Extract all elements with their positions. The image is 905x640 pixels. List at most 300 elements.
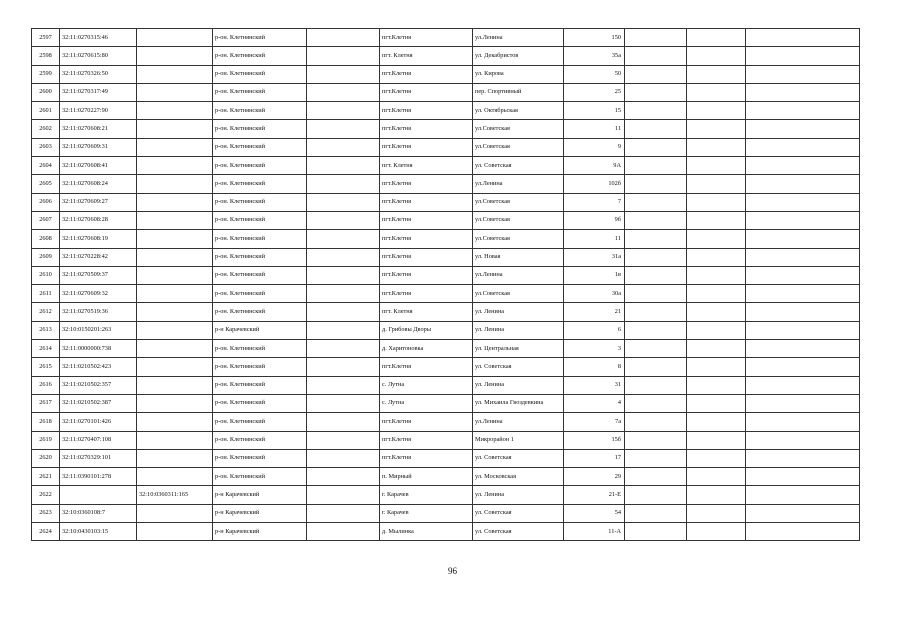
- row-number-cell: 2624: [32, 523, 60, 541]
- settlement-cell: д. Грибовы Дворы: [380, 321, 473, 339]
- extra-3-cell: [746, 83, 860, 101]
- settlement-cell: пгт. Клетня: [380, 47, 473, 65]
- extra-1-cell: [625, 413, 687, 431]
- table-row: [32, 431, 860, 449]
- blank-column-cell: [307, 413, 380, 431]
- settlement-cell: пгт.Клетня: [380, 120, 473, 138]
- extra-2-cell: [687, 285, 746, 303]
- table-row: [32, 248, 860, 266]
- blank-column-cell: [307, 47, 380, 65]
- table-row: [32, 376, 860, 394]
- alt-cadastral-number-cell: 32:10:0360311:165: [137, 486, 213, 504]
- cadastral-number-cell: 32:11:0210502:387: [60, 394, 137, 412]
- extra-2-cell: [687, 211, 746, 229]
- extra-2-cell: [687, 29, 746, 47]
- settlement-cell: пгт.Клетня: [380, 358, 473, 376]
- extra-1-cell: [625, 47, 687, 65]
- district-cell: р-он. Клетнянский: [213, 47, 307, 65]
- cadastral-number-cell: 32:11:0000000:738: [60, 340, 137, 358]
- cadastral-number-cell: 32:11:0390101:278: [60, 468, 137, 486]
- extra-3-cell: [746, 523, 860, 541]
- table-row: [32, 230, 860, 248]
- street-cell: ул.Советская: [473, 285, 564, 303]
- row-number-cell: 2605: [32, 175, 60, 193]
- table-row: [32, 83, 860, 101]
- district-cell: р-он. Клетнянский: [213, 358, 307, 376]
- extra-3-cell: [746, 340, 860, 358]
- alt-cadastral-number-cell: [137, 504, 213, 522]
- extra-1-cell: [625, 504, 687, 522]
- extra-1-cell: [625, 157, 687, 175]
- district-cell: р-он. Клетнянский: [213, 230, 307, 248]
- table-row: [32, 47, 860, 65]
- district-cell: р-он. Клетнянский: [213, 65, 307, 83]
- table-body: [32, 29, 860, 541]
- settlement-cell: д. Харитоновка: [380, 340, 473, 358]
- extra-3-cell: [746, 504, 860, 522]
- row-number-cell: 2599: [32, 65, 60, 83]
- extra-1-cell: [625, 303, 687, 321]
- alt-cadastral-number-cell: [137, 193, 213, 211]
- cadastral-number-cell: 32:11:0270509:37: [60, 266, 137, 284]
- settlement-cell: д. Мылинка: [380, 523, 473, 541]
- house-number-cell: 54: [564, 504, 625, 522]
- blank-column-cell: [307, 303, 380, 321]
- table-row: [32, 211, 860, 229]
- blank-column-cell: [307, 175, 380, 193]
- street-cell: ул. Центральная: [473, 340, 564, 358]
- row-number-cell: 2615: [32, 358, 60, 376]
- blank-column-cell: [307, 468, 380, 486]
- table-row: [32, 340, 860, 358]
- district-cell: р-он. Клетнянский: [213, 175, 307, 193]
- cadastral-number-cell: 32:11:0270608:21: [60, 120, 137, 138]
- table-row: [32, 266, 860, 284]
- extra-2-cell: [687, 394, 746, 412]
- extra-3-cell: [746, 193, 860, 211]
- settlement-cell: с. Лутна: [380, 394, 473, 412]
- blank-column-cell: [307, 321, 380, 339]
- cadastral-number-cell: 32:11:0270329:101: [60, 449, 137, 467]
- alt-cadastral-number-cell: [137, 321, 213, 339]
- blank-column-cell: [307, 157, 380, 175]
- street-cell: ул. Михаила Гвоздевкина: [473, 394, 564, 412]
- district-cell: р-он. Клетнянский: [213, 285, 307, 303]
- district-cell: р-он. Клетнянский: [213, 431, 307, 449]
- district-cell: р-он. Клетнянский: [213, 248, 307, 266]
- house-number-cell: 4: [564, 394, 625, 412]
- district-cell: р-он. Клетнянский: [213, 211, 307, 229]
- house-number-cell: 21: [564, 303, 625, 321]
- row-number-cell: 2622: [32, 486, 60, 504]
- street-cell: ул.Ленина: [473, 29, 564, 47]
- cadastral-number-cell: 32:11:0270609:32: [60, 285, 137, 303]
- extra-2-cell: [687, 303, 746, 321]
- district-cell: р-он. Клетнянский: [213, 120, 307, 138]
- district-cell: р-он. Клетнянский: [213, 303, 307, 321]
- table-row: [32, 29, 860, 47]
- extra-3-cell: [746, 285, 860, 303]
- extra-2-cell: [687, 83, 746, 101]
- alt-cadastral-number-cell: [137, 29, 213, 47]
- extra-1-cell: [625, 486, 687, 504]
- district-cell: р-он. Клетнянский: [213, 29, 307, 47]
- extra-1-cell: [625, 193, 687, 211]
- row-number-cell: 2618: [32, 413, 60, 431]
- extra-1-cell: [625, 29, 687, 47]
- alt-cadastral-number-cell: [137, 468, 213, 486]
- extra-2-cell: [687, 431, 746, 449]
- row-number-cell: 2607: [32, 211, 60, 229]
- street-cell: ул.Советская: [473, 138, 564, 156]
- extra-3-cell: [746, 266, 860, 284]
- table-row: [32, 413, 860, 431]
- street-cell: пер. Спортивный: [473, 83, 564, 101]
- extra-2-cell: [687, 120, 746, 138]
- row-number-cell: 2602: [32, 120, 60, 138]
- settlement-cell: г. Карачев: [380, 504, 473, 522]
- settlement-cell: пгт.Клетня: [380, 230, 473, 248]
- extra-3-cell: [746, 413, 860, 431]
- extra-1-cell: [625, 138, 687, 156]
- row-number-cell: 2623: [32, 504, 60, 522]
- district-cell: р-он. Клетнянский: [213, 468, 307, 486]
- extra-1-cell: [625, 431, 687, 449]
- house-number-cell: 11-А: [564, 523, 625, 541]
- blank-column-cell: [307, 102, 380, 120]
- blank-column-cell: [307, 193, 380, 211]
- extra-1-cell: [625, 321, 687, 339]
- table-row: [32, 157, 860, 175]
- row-number-cell: 2609: [32, 248, 60, 266]
- alt-cadastral-number-cell: [137, 230, 213, 248]
- alt-cadastral-number-cell: [137, 266, 213, 284]
- extra-1-cell: [625, 285, 687, 303]
- extra-1-cell: [625, 358, 687, 376]
- row-number-cell: 2617: [32, 394, 60, 412]
- district-cell: р-н Карачевский: [213, 486, 307, 504]
- table-row: [32, 193, 860, 211]
- cadastral-number-cell: 32:11:0270608:28: [60, 211, 137, 229]
- street-cell: ул. Октябрьская: [473, 102, 564, 120]
- district-cell: р-он. Клетнянский: [213, 376, 307, 394]
- cadastral-number-cell: [60, 486, 137, 504]
- row-number-cell: 2621: [32, 468, 60, 486]
- settlement-cell: пгт.Клетня: [380, 413, 473, 431]
- blank-column-cell: [307, 248, 380, 266]
- table-row: [32, 303, 860, 321]
- street-cell: ул. Советская: [473, 504, 564, 522]
- extra-2-cell: [687, 376, 746, 394]
- alt-cadastral-number-cell: [137, 413, 213, 431]
- extra-1-cell: [625, 65, 687, 83]
- house-number-cell: 7а: [564, 413, 625, 431]
- blank-column-cell: [307, 211, 380, 229]
- extra-3-cell: [746, 431, 860, 449]
- district-cell: р-он. Клетнянский: [213, 193, 307, 211]
- extra-2-cell: [687, 266, 746, 284]
- house-number-cell: 150: [564, 29, 625, 47]
- house-number-cell: 11: [564, 120, 625, 138]
- extra-1-cell: [625, 468, 687, 486]
- settlement-cell: п. Мирный: [380, 468, 473, 486]
- street-cell: ул. Советская: [473, 449, 564, 467]
- row-number-cell: 2597: [32, 29, 60, 47]
- alt-cadastral-number-cell: [137, 340, 213, 358]
- alt-cadastral-number-cell: [137, 248, 213, 266]
- cadastral-number-cell: 32:11:0270228:42: [60, 248, 137, 266]
- house-number-cell: 1в: [564, 266, 625, 284]
- house-number-cell: 9: [564, 138, 625, 156]
- row-number-cell: 2601: [32, 102, 60, 120]
- alt-cadastral-number-cell: [137, 120, 213, 138]
- cadastral-number-cell: 32:11:0210502:357: [60, 376, 137, 394]
- alt-cadastral-number-cell: [137, 175, 213, 193]
- district-cell: р-он. Клетнянский: [213, 266, 307, 284]
- cadastral-number-cell: 32:11:0270407:108: [60, 431, 137, 449]
- settlement-cell: пгт.Клетня: [380, 285, 473, 303]
- extra-2-cell: [687, 175, 746, 193]
- table-row: [32, 449, 860, 467]
- extra-3-cell: [746, 230, 860, 248]
- extra-2-cell: [687, 157, 746, 175]
- blank-column-cell: [307, 230, 380, 248]
- cadastral-number-cell: 32:11:0270608:24: [60, 175, 137, 193]
- extra-3-cell: [746, 65, 860, 83]
- blank-column-cell: [307, 266, 380, 284]
- settlement-cell: пгт.Клетня: [380, 266, 473, 284]
- extra-3-cell: [746, 303, 860, 321]
- blank-column-cell: [307, 431, 380, 449]
- settlement-cell: пгт.Клетня: [380, 102, 473, 120]
- blank-column-cell: [307, 285, 380, 303]
- alt-cadastral-number-cell: [137, 102, 213, 120]
- alt-cadastral-number-cell: [137, 157, 213, 175]
- street-cell: ул. Ленина: [473, 303, 564, 321]
- settlement-cell: пгт.Клетня: [380, 175, 473, 193]
- settlement-cell: пгт.Клетня: [380, 65, 473, 83]
- alt-cadastral-number-cell: [137, 358, 213, 376]
- page-number: 96: [448, 566, 457, 576]
- house-number-cell: 9А: [564, 157, 625, 175]
- extra-1-cell: [625, 230, 687, 248]
- street-cell: ул. Советская: [473, 358, 564, 376]
- extra-1-cell: [625, 211, 687, 229]
- extra-2-cell: [687, 413, 746, 431]
- row-number-cell: 2613: [32, 321, 60, 339]
- cadastral-number-cell: 32:10:0430103:15: [60, 523, 137, 541]
- cadastral-number-cell: 32:11:0270615:80: [60, 47, 137, 65]
- table-row: [32, 65, 860, 83]
- blank-column-cell: [307, 29, 380, 47]
- extra-3-cell: [746, 321, 860, 339]
- settlement-cell: пгт.Клетня: [380, 193, 473, 211]
- blank-column-cell: [307, 358, 380, 376]
- alt-cadastral-number-cell: [137, 138, 213, 156]
- cadastral-number-cell: 32:11:0270608:41: [60, 157, 137, 175]
- extra-1-cell: [625, 248, 687, 266]
- row-number-cell: 2606: [32, 193, 60, 211]
- row-number-cell: 2604: [32, 157, 60, 175]
- street-cell: ул.Советская: [473, 230, 564, 248]
- house-number-cell: 31: [564, 376, 625, 394]
- house-number-cell: 3: [564, 340, 625, 358]
- extra-2-cell: [687, 449, 746, 467]
- extra-3-cell: [746, 449, 860, 467]
- extra-3-cell: [746, 468, 860, 486]
- street-cell: Микрорайон 1: [473, 431, 564, 449]
- district-cell: р-н Карачевский: [213, 504, 307, 522]
- extra-2-cell: [687, 340, 746, 358]
- table-row: [32, 321, 860, 339]
- extra-3-cell: [746, 358, 860, 376]
- settlement-cell: пгт.Клетня: [380, 431, 473, 449]
- extra-2-cell: [687, 358, 746, 376]
- district-cell: р-он. Клетнянский: [213, 102, 307, 120]
- street-cell: ул.Советская: [473, 211, 564, 229]
- row-number-cell: 2619: [32, 431, 60, 449]
- alt-cadastral-number-cell: [137, 285, 213, 303]
- house-number-cell: 35а: [564, 47, 625, 65]
- alt-cadastral-number-cell: [137, 65, 213, 83]
- settlement-cell: пгт.Клетня: [380, 211, 473, 229]
- settlement-cell: пгт.Клетня: [380, 29, 473, 47]
- blank-column-cell: [307, 486, 380, 504]
- extra-3-cell: [746, 248, 860, 266]
- extra-3-cell: [746, 211, 860, 229]
- extra-2-cell: [687, 138, 746, 156]
- extra-3-cell: [746, 157, 860, 175]
- table-row: [32, 504, 860, 522]
- settlement-cell: пгт. Клетня: [380, 157, 473, 175]
- settlement-cell: пгт.Клетня: [380, 248, 473, 266]
- extra-1-cell: [625, 394, 687, 412]
- extra-3-cell: [746, 138, 860, 156]
- extra-2-cell: [687, 102, 746, 120]
- house-number-cell: 15: [564, 102, 625, 120]
- blank-column-cell: [307, 376, 380, 394]
- extra-3-cell: [746, 486, 860, 504]
- street-cell: ул. Московская: [473, 468, 564, 486]
- row-number-cell: 2611: [32, 285, 60, 303]
- district-cell: р-он. Клетнянский: [213, 340, 307, 358]
- house-number-cell: 11: [564, 230, 625, 248]
- extra-2-cell: [687, 47, 746, 65]
- extra-1-cell: [625, 102, 687, 120]
- alt-cadastral-number-cell: [137, 523, 213, 541]
- settlement-cell: пгт.Клетня: [380, 449, 473, 467]
- alt-cadastral-number-cell: [137, 211, 213, 229]
- extra-2-cell: [687, 486, 746, 504]
- street-cell: ул.Ленина: [473, 175, 564, 193]
- extra-3-cell: [746, 47, 860, 65]
- register-table: [31, 28, 860, 541]
- cadastral-number-cell: 32:11:0270326:50: [60, 65, 137, 83]
- district-cell: р-он. Клетнянский: [213, 413, 307, 431]
- house-number-cell: 8: [564, 358, 625, 376]
- district-cell: р-он. Клетнянский: [213, 394, 307, 412]
- table-row: [32, 102, 860, 120]
- settlement-cell: с. Лутна: [380, 376, 473, 394]
- blank-column-cell: [307, 340, 380, 358]
- blank-column-cell: [307, 523, 380, 541]
- table-row: [32, 175, 860, 193]
- house-number-cell: 15б: [564, 431, 625, 449]
- table-row: [32, 523, 860, 541]
- street-cell: ул.Советская: [473, 193, 564, 211]
- extra-1-cell: [625, 376, 687, 394]
- street-cell: ул. Советская: [473, 523, 564, 541]
- house-number-cell: 31а: [564, 248, 625, 266]
- row-number-cell: 2614: [32, 340, 60, 358]
- extra-2-cell: [687, 193, 746, 211]
- extra-3-cell: [746, 102, 860, 120]
- table-row: [32, 120, 860, 138]
- cadastral-number-cell: 32:10:0360108:7: [60, 504, 137, 522]
- street-cell: ул.Ленина: [473, 266, 564, 284]
- district-cell: р-он. Клетнянский: [213, 138, 307, 156]
- extra-2-cell: [687, 230, 746, 248]
- alt-cadastral-number-cell: [137, 431, 213, 449]
- street-cell: ул. Кирова: [473, 65, 564, 83]
- house-number-cell: 9б: [564, 211, 625, 229]
- district-cell: р-н Карачевский: [213, 523, 307, 541]
- row-number-cell: 2603: [32, 138, 60, 156]
- row-number-cell: 2620: [32, 449, 60, 467]
- cadastral-number-cell: 32:11:0270609:31: [60, 138, 137, 156]
- row-number-cell: 2598: [32, 47, 60, 65]
- table-row: [32, 358, 860, 376]
- extra-2-cell: [687, 504, 746, 522]
- district-cell: р-он. Клетнянский: [213, 157, 307, 175]
- house-number-cell: 29: [564, 468, 625, 486]
- extra-3-cell: [746, 175, 860, 193]
- cadastral-number-cell: 32:11:0270101:426: [60, 413, 137, 431]
- house-number-cell: 17: [564, 449, 625, 467]
- district-cell: р-он. Клетнянский: [213, 449, 307, 467]
- extra-1-cell: [625, 175, 687, 193]
- cadastral-number-cell: 32:11:0270315:46: [60, 29, 137, 47]
- settlement-cell: пгт. Клетня: [380, 303, 473, 321]
- extra-3-cell: [746, 394, 860, 412]
- extra-2-cell: [687, 65, 746, 83]
- cadastral-number-cell: 32:11:0210502:423: [60, 358, 137, 376]
- row-number-cell: 2616: [32, 376, 60, 394]
- alt-cadastral-number-cell: [137, 83, 213, 101]
- blank-column-cell: [307, 504, 380, 522]
- house-number-cell: 21-Е: [564, 486, 625, 504]
- house-number-cell: 7: [564, 193, 625, 211]
- extra-2-cell: [687, 248, 746, 266]
- settlement-cell: пгт.Клетня: [380, 83, 473, 101]
- street-cell: ул.Ленина: [473, 413, 564, 431]
- street-cell: ул. Ленина: [473, 486, 564, 504]
- house-number-cell: 6: [564, 321, 625, 339]
- extra-1-cell: [625, 266, 687, 284]
- extra-2-cell: [687, 321, 746, 339]
- table-row: [32, 285, 860, 303]
- cadastral-number-cell: 32:11:0270609:27: [60, 193, 137, 211]
- extra-2-cell: [687, 468, 746, 486]
- district-cell: р-он. Клетнянский: [213, 83, 307, 101]
- blank-column-cell: [307, 65, 380, 83]
- settlement-cell: г. Карачев: [380, 486, 473, 504]
- blank-column-cell: [307, 394, 380, 412]
- street-cell: ул. Новая: [473, 248, 564, 266]
- blank-column-cell: [307, 449, 380, 467]
- house-number-cell: 30а: [564, 285, 625, 303]
- alt-cadastral-number-cell: [137, 394, 213, 412]
